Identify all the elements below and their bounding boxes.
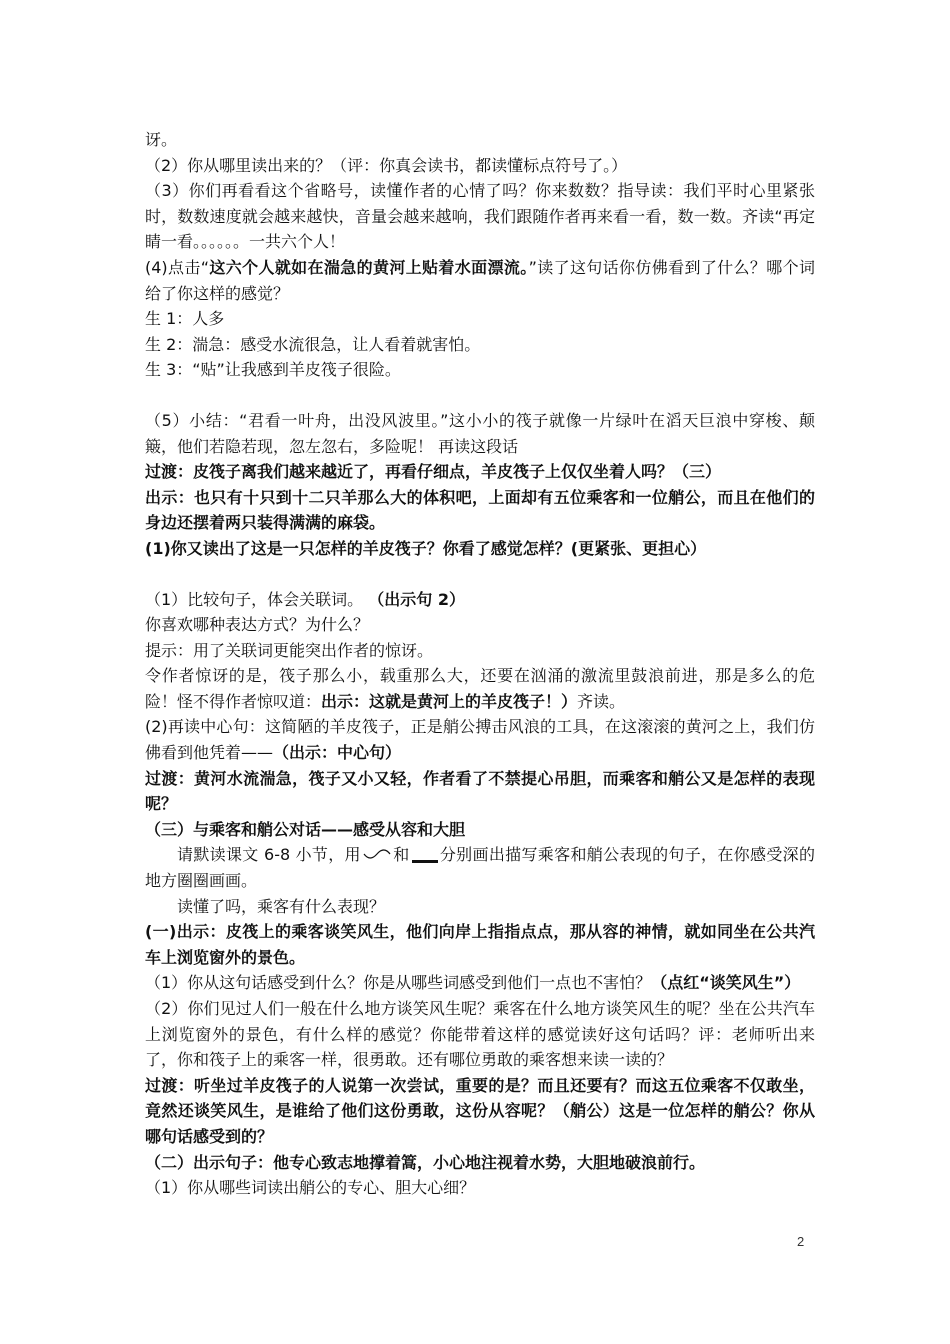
bold-line: (1)你又读出了这是一只怎样的羊皮筏子？你看了感觉怎样？(更紧张、更担心） xyxy=(145,538,707,558)
text-line: 生 3：“贴”让我感到羊皮筏子很险。 xyxy=(145,360,401,380)
page-number: 2 xyxy=(797,1234,805,1249)
text-run: （1）比较句子，体会关联词。 xyxy=(145,589,369,609)
section-heading: （三）与乘客和艄公对话——感受从容和大胆 xyxy=(145,819,466,839)
bold-run: 这六个人就如在湍急的黄河上贴着水面漂流。 xyxy=(209,257,529,277)
document-body xyxy=(145,127,815,1201)
text-line xyxy=(145,970,815,996)
text-line: 读懂了吗，乘客有什么表现？ xyxy=(177,896,386,916)
text-line xyxy=(145,587,815,613)
bold-line: 出示：也只有十只到十二只羊那么大的体积吧，上面却有五位乘客和一位艄公，而且在他们的身边还摆着两只装得满满的麻袋。 xyxy=(145,487,815,533)
text-run: (2)再读中心句：这简陋的羊皮筏子，正是艄公搏击风浪的工具，在这滚滚的黄河之上，我们仿佛看到他凭着—— xyxy=(145,717,815,763)
text-line: （3）你们再看看这个省略号，读懂作者的心情了吗？你来数数？指导读：我们平时心里紧张时，数数速度就会越来越快，音量会越来越响，我们跟随作者再来看一看，数一数。齐读“再定睛一看。。。。。。一共六个人！ xyxy=(145,181,815,252)
text-run: 分别画出描写乘客和艄公表现的句子，在你感受深的地方圈圈画画。 xyxy=(145,845,815,891)
text-line: （1）你从哪些词读出艄公的专心、胆大心细？ xyxy=(145,1178,476,1198)
text-run: 和 xyxy=(392,845,410,865)
thick-underline-icon xyxy=(412,844,438,863)
text-run: 请默读课文 6-8 小节，用 xyxy=(177,845,361,865)
text-line xyxy=(145,663,815,714)
text-run: 令作者惊讶的是，筏子那么小，载重那么大，还要在汹涌的激流里鼓浪前进，那是多么的危险！怪不得作者惊叹道： xyxy=(145,666,815,711)
bold-line: 过渡：皮筏子离我们越来越近了，再看仔细点，羊皮筏子上仅仅坐着人吗？（三） xyxy=(145,462,722,482)
text-line: 生 1：人多 xyxy=(145,309,225,329)
text-line xyxy=(145,255,815,306)
text-line: （2）你们见过人们一般在什么地方谈笑风生呢？乘客在什么地方谈笑风生的呢？坐在公共汽车上浏览窗外的景色，有什么样的感觉？你能带着这样的感觉读好这句话吗？评：老师听出来了，你和筏子上的乘客一样，很勇敢。还有哪位勇敢的乘客想来读一读的？ xyxy=(145,999,815,1070)
text-line: 生 2：湍急：感受水流很急，让人看着就害怕。 xyxy=(145,334,481,354)
bold-line: 过渡：听坐过羊皮筏子的人说第一次尝试，重要的是？而且还要有？而这五位乘客不仅敢坐，竟然还谈笑风生，是谁给了他们这份勇敢，这份从容呢？（艄公）这是一位怎样的艄公？你从哪句话感受到的？ xyxy=(145,1075,815,1146)
bold-line: (一)出示：皮筏上的乘客谈笑风生，他们向岸上指指点点，那从容的神情，就如同坐在公共汽车上浏览窗外的景色。 xyxy=(145,922,815,967)
text-run: (4)点击“ xyxy=(145,257,210,277)
bold-line: 过渡：黄河水流湍急，筏子又小又轻，作者看了不禁提心吊胆，而乘客和艄公又是怎样的表现呢？ xyxy=(145,768,815,814)
text-line: （5）小结：“君看一叶舟，出没风波里。”这小小的筏子就像一片绿叶在滔天巨浪中穿梭、颠簸，他们若隐若现，忽左忽右，多险呢！ 再读这段话 xyxy=(145,410,815,456)
text-line: 讶。 xyxy=(145,130,178,149)
bold-run: （点红“谈笑风生”） xyxy=(651,973,801,993)
text-line: （2）你从哪里读出来的？（评：你真会读书，都读懂标点符号了。） xyxy=(145,155,628,175)
bold-line: （二）出示句子：他专心致志地撑着篙，小心地注视着水势，大胆地破浪前行。 xyxy=(145,1152,706,1172)
text-run: ”读了这句话你仿佛看到了什么？哪个词给了你这样的感觉？ xyxy=(145,257,815,303)
text-line xyxy=(145,842,815,893)
text-run: （1）你从这句话感受到什么？你是从哪些词感受到他们一点也不害怕？ xyxy=(145,973,652,993)
bold-run: 出示：这就是黄河上的羊皮筏子！） xyxy=(321,691,578,711)
wavy-underline-icon xyxy=(363,848,391,862)
text-line: 你喜欢哪种表达方式？为什么？ xyxy=(145,615,370,635)
bold-run: （出示：中心句） xyxy=(273,743,402,763)
text-run: 齐读。 xyxy=(577,691,626,711)
bold-run: （出示句 2） xyxy=(368,589,465,609)
text-line xyxy=(145,714,815,765)
text-line: 提示：用了关联词更能突出作者的惊讶。 xyxy=(145,640,434,660)
